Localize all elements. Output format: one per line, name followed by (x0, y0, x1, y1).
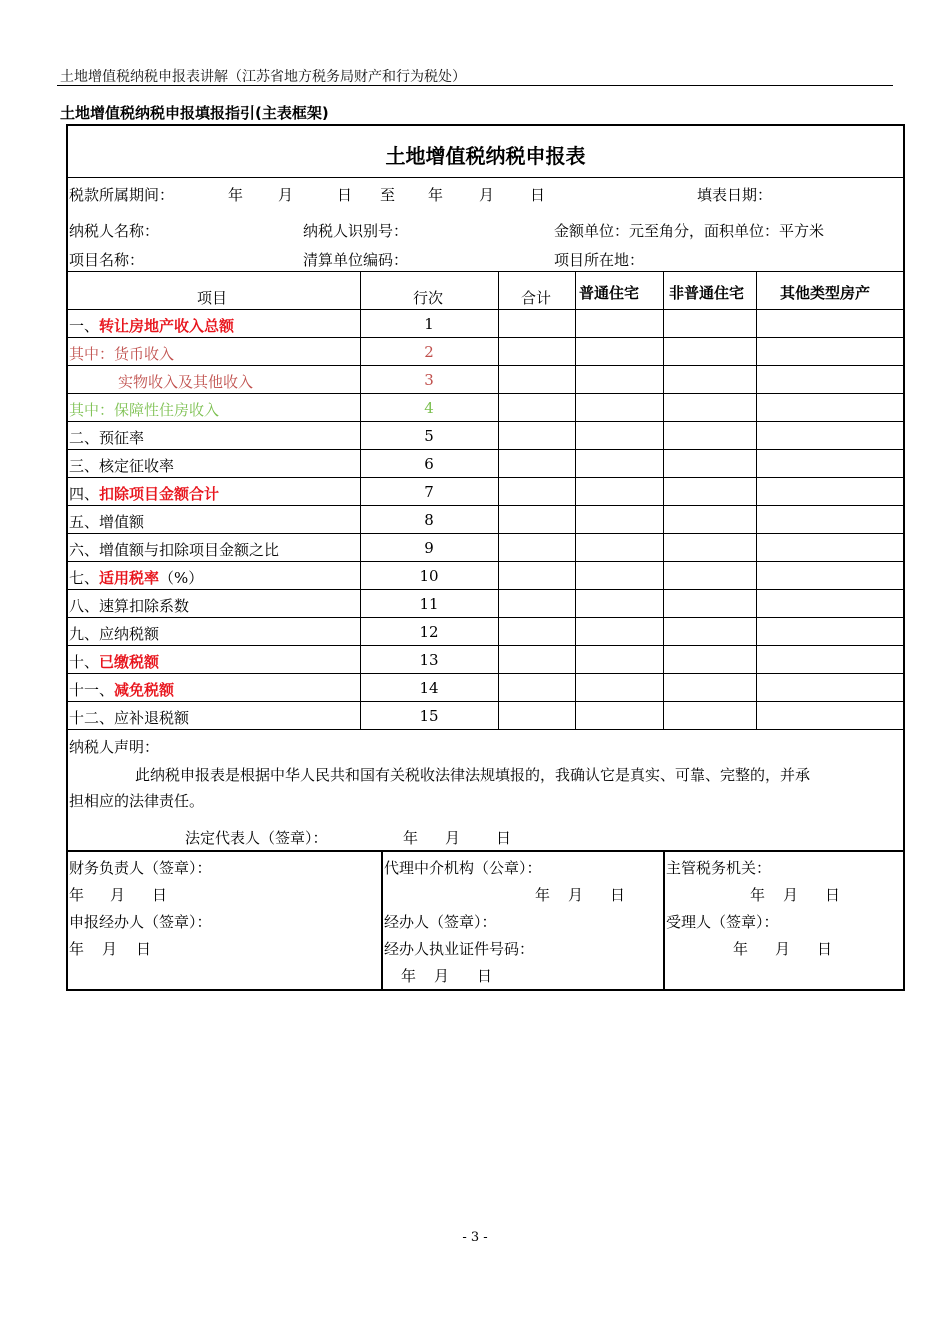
row-label: 增值额与扣除项目金额之比 (99, 541, 280, 559)
row-prefix: 十、 (69, 653, 100, 671)
col-header-row: 行次 (413, 289, 444, 307)
row-number: 9 (424, 539, 434, 557)
year-label: 年 (228, 186, 244, 204)
day-label: 日 (610, 886, 626, 904)
row-prefix: 六、 (69, 541, 100, 559)
finance-head-label: 财务负责人（签章）： (69, 859, 212, 877)
divider (67, 701, 904, 702)
period-label: 税款所属期间： (69, 186, 175, 204)
project-name-label: 项目名称： (69, 251, 145, 269)
col-header-ordinary: 普通住宅 (579, 284, 640, 302)
divider (67, 533, 904, 534)
row-number: 12 (419, 623, 439, 641)
column-line (498, 271, 499, 729)
row-label: 减免税额 (114, 681, 175, 699)
month-label: 月 (479, 186, 495, 204)
legal-rep-label: 法定代表人（签章）： (185, 829, 328, 847)
month-label: 月 (775, 940, 791, 958)
row-number: 13 (419, 651, 439, 669)
year-label: 年 (69, 886, 85, 904)
row-label: 货币收入 (114, 345, 175, 363)
row-item (69, 567, 203, 588)
row-prefix: 七、 (69, 569, 100, 587)
divider (67, 421, 904, 422)
year-label: 年 (750, 886, 766, 904)
row-number: 7 (424, 483, 434, 501)
row-item (69, 651, 159, 672)
day-label: 日 (152, 886, 168, 904)
divider (67, 589, 904, 590)
divider (67, 505, 904, 506)
row-prefix: 四、 (69, 485, 100, 503)
divider (67, 365, 904, 366)
row-label: 保障性住房收入 (114, 401, 220, 419)
row-number: 2 (424, 343, 434, 361)
divider (67, 617, 904, 618)
year-label: 年 (428, 186, 444, 204)
row-item (69, 399, 219, 420)
row-label: 扣除项目金额合计 (99, 485, 220, 503)
row-item (118, 371, 253, 392)
month-label: 月 (445, 829, 461, 847)
row-item (69, 707, 189, 728)
column-line (756, 271, 757, 729)
year-label: 年 (535, 886, 551, 904)
row-label: 应补退税额 (114, 709, 190, 727)
col-header-total: 合计 (521, 289, 552, 307)
divider (67, 393, 904, 394)
row-suffix: （%） (159, 569, 204, 587)
row-number: 8 (424, 511, 434, 529)
day-label: 日 (337, 186, 353, 204)
row-label: 转让房地产收入总额 (99, 317, 235, 335)
row-prefix: 一、 (69, 317, 100, 335)
row-label: 预征率 (99, 429, 145, 447)
row-prefix: 九、 (69, 625, 100, 643)
divider (67, 449, 904, 450)
fill-date-label: 填表日期： (697, 186, 773, 204)
row-item (69, 511, 144, 532)
row-item (69, 343, 174, 364)
row-prefix: 五、 (69, 513, 100, 531)
row-number: 15 (419, 707, 439, 725)
row-label: 增值额 (99, 513, 145, 531)
month-label: 月 (434, 967, 450, 985)
row-item (69, 679, 174, 700)
row-number: 6 (424, 455, 434, 473)
unit-label: 金额单位：元至角分，面积单位：平方米 (554, 222, 825, 240)
declaration-line2: 担相应的法律责任。 (69, 792, 205, 810)
agent-label: 经办人（签章）： (384, 913, 497, 931)
col-header-non-ordinary: 非普通住宅 (669, 284, 745, 302)
row-label: 核定征收率 (99, 457, 175, 475)
row-number: 3 (424, 371, 434, 389)
row-label: 速算扣除系数 (99, 597, 190, 615)
page-number: - 3 - (462, 1230, 488, 1245)
year-label: 年 (403, 829, 419, 847)
day-label: 日 (817, 940, 833, 958)
row-prefix: 二、 (69, 429, 100, 447)
taxpayer-id-label: 纳税人识别号： (303, 222, 409, 240)
divider (67, 729, 904, 730)
agent-cert-label: 经办人执业证件号码： (384, 940, 535, 958)
row-item (69, 315, 234, 336)
divider (67, 337, 904, 338)
row-prefix: 其中： (69, 401, 115, 419)
settlement-code-label: 清算单位编码： (303, 251, 409, 269)
row-number: 4 (424, 399, 434, 417)
month-label: 月 (783, 886, 799, 904)
day-label: 日 (496, 829, 512, 847)
row-number: 5 (424, 427, 434, 445)
row-item (69, 427, 144, 448)
row-prefix: 其中： (69, 345, 115, 363)
row-item (69, 539, 279, 560)
divider (67, 177, 904, 178)
row-number: 1 (424, 315, 434, 333)
divider (67, 309, 904, 310)
row-label: 适用税率 (99, 569, 160, 587)
year-label: 年 (733, 940, 749, 958)
row-label: 已缴税额 (99, 653, 160, 671)
document-header: 土地增值税纳税申报表讲解（江苏省地方税务局财产和行为税处） (60, 69, 466, 85)
agency-label: 代理中介机构（公章）： (384, 859, 542, 877)
day-label: 日 (825, 886, 841, 904)
receiver-label: 受理人（签章）： (666, 913, 779, 931)
day-label: 日 (477, 967, 493, 985)
filer-label: 申报经办人（签章）： (69, 913, 212, 931)
header-rule (57, 85, 893, 86)
divider (67, 673, 904, 674)
day-label: 日 (530, 186, 546, 204)
row-prefix: 三、 (69, 457, 100, 475)
row-prefix: 八、 (69, 597, 100, 615)
row-item (69, 623, 159, 644)
column-line (663, 850, 665, 990)
month-label: 月 (568, 886, 584, 904)
month-label: 月 (278, 186, 294, 204)
form-title: 土地增值税纳税申报表 (385, 144, 586, 168)
row-item (69, 595, 189, 616)
month-label: 月 (102, 940, 118, 958)
divider (67, 477, 904, 478)
row-number: 10 (419, 567, 439, 585)
month-label: 月 (110, 886, 126, 904)
taxpayer-name-label: 纳税人名称： (69, 222, 160, 240)
row-prefix: 十一、 (69, 681, 115, 699)
day-label: 日 (136, 940, 152, 958)
col-header-item: 项目 (197, 289, 228, 307)
declaration-line1: 此纳税申报表是根据中华人民共和国有关税收法律法规填报的，我确认它是真实、可靠、完整的，并承 (135, 766, 811, 784)
divider (67, 561, 904, 562)
year-label: 年 (69, 940, 85, 958)
divider (67, 271, 904, 272)
col-header-other: 其他类型房产 (780, 284, 871, 302)
row-number: 14 (419, 679, 439, 697)
column-line (381, 850, 383, 990)
divider (67, 645, 904, 646)
column-line (575, 271, 576, 729)
to-label: 至 (380, 186, 396, 204)
row-item (69, 483, 219, 504)
declaration-heading: 纳税人声明： (69, 738, 160, 756)
row-label: 应纳税额 (99, 625, 160, 643)
guide-title: 土地增值税纳税申报填报指引(主表框架) (60, 104, 329, 122)
row-item (69, 455, 174, 476)
divider (67, 850, 904, 852)
column-line (663, 271, 664, 729)
tax-authority-label: 主管税务机关： (666, 859, 772, 877)
row-prefix: 十二、 (69, 709, 115, 727)
row-number: 11 (419, 595, 439, 613)
project-location-label: 项目所在地： (554, 251, 645, 269)
year-label: 年 (401, 967, 417, 985)
row-label: 实物收入及其他收入 (118, 373, 254, 391)
